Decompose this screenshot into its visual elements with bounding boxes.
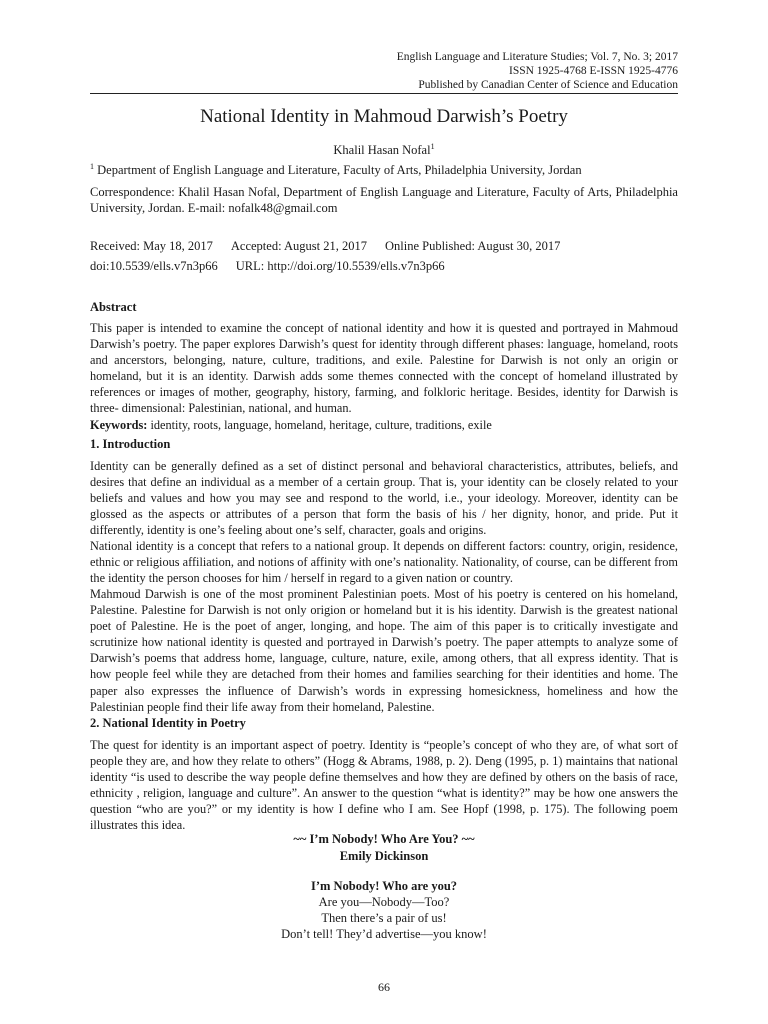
affiliation	[90, 162, 678, 178]
abstract-heading: Abstract	[90, 300, 137, 314]
correspondence: Correspondence: Khalil Hasan Nofal, Department of English Language and Literature, Faculty of Arts, Philadelphia University, Jordan. E-mail: nofalk48@gmail.com	[90, 185, 678, 215]
paper-page	[90, 0, 678, 1024]
journal-header	[397, 50, 678, 92]
poem-line: Don’t tell! They’d advertise—you know!	[281, 927, 487, 941]
affiliation-marker: 1	[90, 161, 94, 171]
url-link[interactable]: URL: http://doi.org/10.5539/ells.v7n3p66	[235, 259, 445, 273]
section2-heading: 2. National Identity in Poetry	[90, 716, 246, 730]
accepted-date: Accepted: August 21, 2017	[230, 239, 367, 253]
keywords-text: identity, roots, language, homeland, heritage, culture, traditions, exile	[147, 418, 492, 432]
author-affiliation-marker: 1	[430, 141, 435, 151]
poem-line: Are you—Nobody—Too?	[318, 895, 450, 909]
introduction-paragraph-1: Identity can be generally defined as a set of distinct personal and behavioral characteristics, attributes, beliefs, and desires that define an individual as a member of a certain group. That is, your identity can be closely related to your beliefs and values and how you may see and respond to the world, i.e., your ideology. Moreover, identity can be glossed as the aspects or attributes of a person that form the basis of his / her dignity, honor, and pride. Put it differently, identity is one’s feeling about one’s self, character, goals and origins.	[90, 459, 678, 538]
journal-name: English Language and Literature Studies; Vol. 7, No. 3; 2017	[396, 51, 678, 63]
poem-first-line: I’m Nobody! Who are you?	[310, 879, 458, 893]
published-date: Online Published: August 30, 2017	[384, 239, 561, 253]
publication-dates	[90, 239, 578, 254]
doi: doi:10.5539/ells.v7n3p66	[90, 259, 218, 273]
issn-line: ISSN 1925-4768 E-ISSN 1925-4776	[509, 65, 678, 77]
introduction-heading: 1. Introduction	[90, 437, 171, 451]
header-divider	[90, 93, 678, 94]
keywords-label: Keywords:	[90, 418, 148, 432]
introduction-paragraph-2: National identity is a concept that refers to a national group. It depends on different factors: country, origin, residence, ethnic or religious affiliation, and notions of affinity with one’s nationality. Nationality, of course, can be different from the identity the person chooses for him / herself in regard to a given nation or country.	[90, 539, 678, 586]
poem-author: Emily Dickinson	[339, 849, 429, 863]
publisher-line: Published by Canadian Center of Science and Education	[418, 79, 678, 91]
author-line	[90, 143, 678, 158]
doi-line	[90, 259, 463, 274]
affiliation-text: Department of English Language and Literature, Faculty of Arts, Philadelphia University, Jordan	[97, 163, 582, 177]
keywords	[90, 417, 678, 433]
received-date: Received: May 18, 2017	[90, 239, 213, 253]
page-number: 66	[378, 980, 390, 994]
paper-title: National Identity in Mahmoud Darwish’s Poetry	[200, 106, 568, 127]
author-name: Khalil Hasan Nofal	[333, 143, 431, 157]
poem-line: Then there’s a pair of us!	[321, 911, 447, 925]
abstract-text: This paper is intended to examine the concept of national identity and how it is quested and portrayed in Mahmoud Darwish’s poetry. The paper explores Darwish’s quest for identity through different phases: language, homeland, roots and ancerstors, belonging, nature, culture, traditions, and exile. Palestine for Darwish is not only an origin or homeland, but it is an identity. Darwish adds some themes connected with the concept of homeland illustrated by references or images of mother, geography, history, farming, and folkloric heritage. Besides, identity for Darwish is three- dimensional: Palestinian, national, and human.	[90, 321, 678, 416]
section2-paragraph-1: The quest for identity is an important aspect of poetry. Identity is “people’s concept of who they are, of what sort of people they are, and how they relate to others” (Hogg & Abrams, 1988, p. 2). Deng (1995, p. 1) maintains that national identity “is used to describe the way people define themselves and how they are defined by others on the basis of race, ethnicity , religion, language and culture”. An answer to the question “what is identity?” may be how one answers the question “who are you?” or my identity is how I define who I am. See Hopf (1998, p. 175). The following poem illustrates this idea.	[90, 738, 678, 833]
poem-title: ~~ I’m Nobody! Who Are You? ~~	[293, 832, 475, 846]
introduction-paragraph-3: Mahmoud Darwish is one of the most prominent Palestinian poets. Most of his poetry is centered on his homeland, Palestine. Palestine for Darwish is not only origion or homeland but it is his identity. Darwish is the greatest national poet of Palestine. He is the poet of anger, longing, and hope. The aim of this paper is to critically investigate and scrutinize how national identity is quested and portrayed in Darwish’s poetry. The paper attempts to analyze some of Darwish’s poems that address home, language, culture, nature, exile, among others, that all express identity. That is how people feel while they are detached from their homes and families searching for their identities and home. The paper also expresses the influence of Darwish’s words in expressing homesickness, homeliness and how the Palestinian people find their life away from their homeland, Palestine.	[90, 587, 678, 714]
